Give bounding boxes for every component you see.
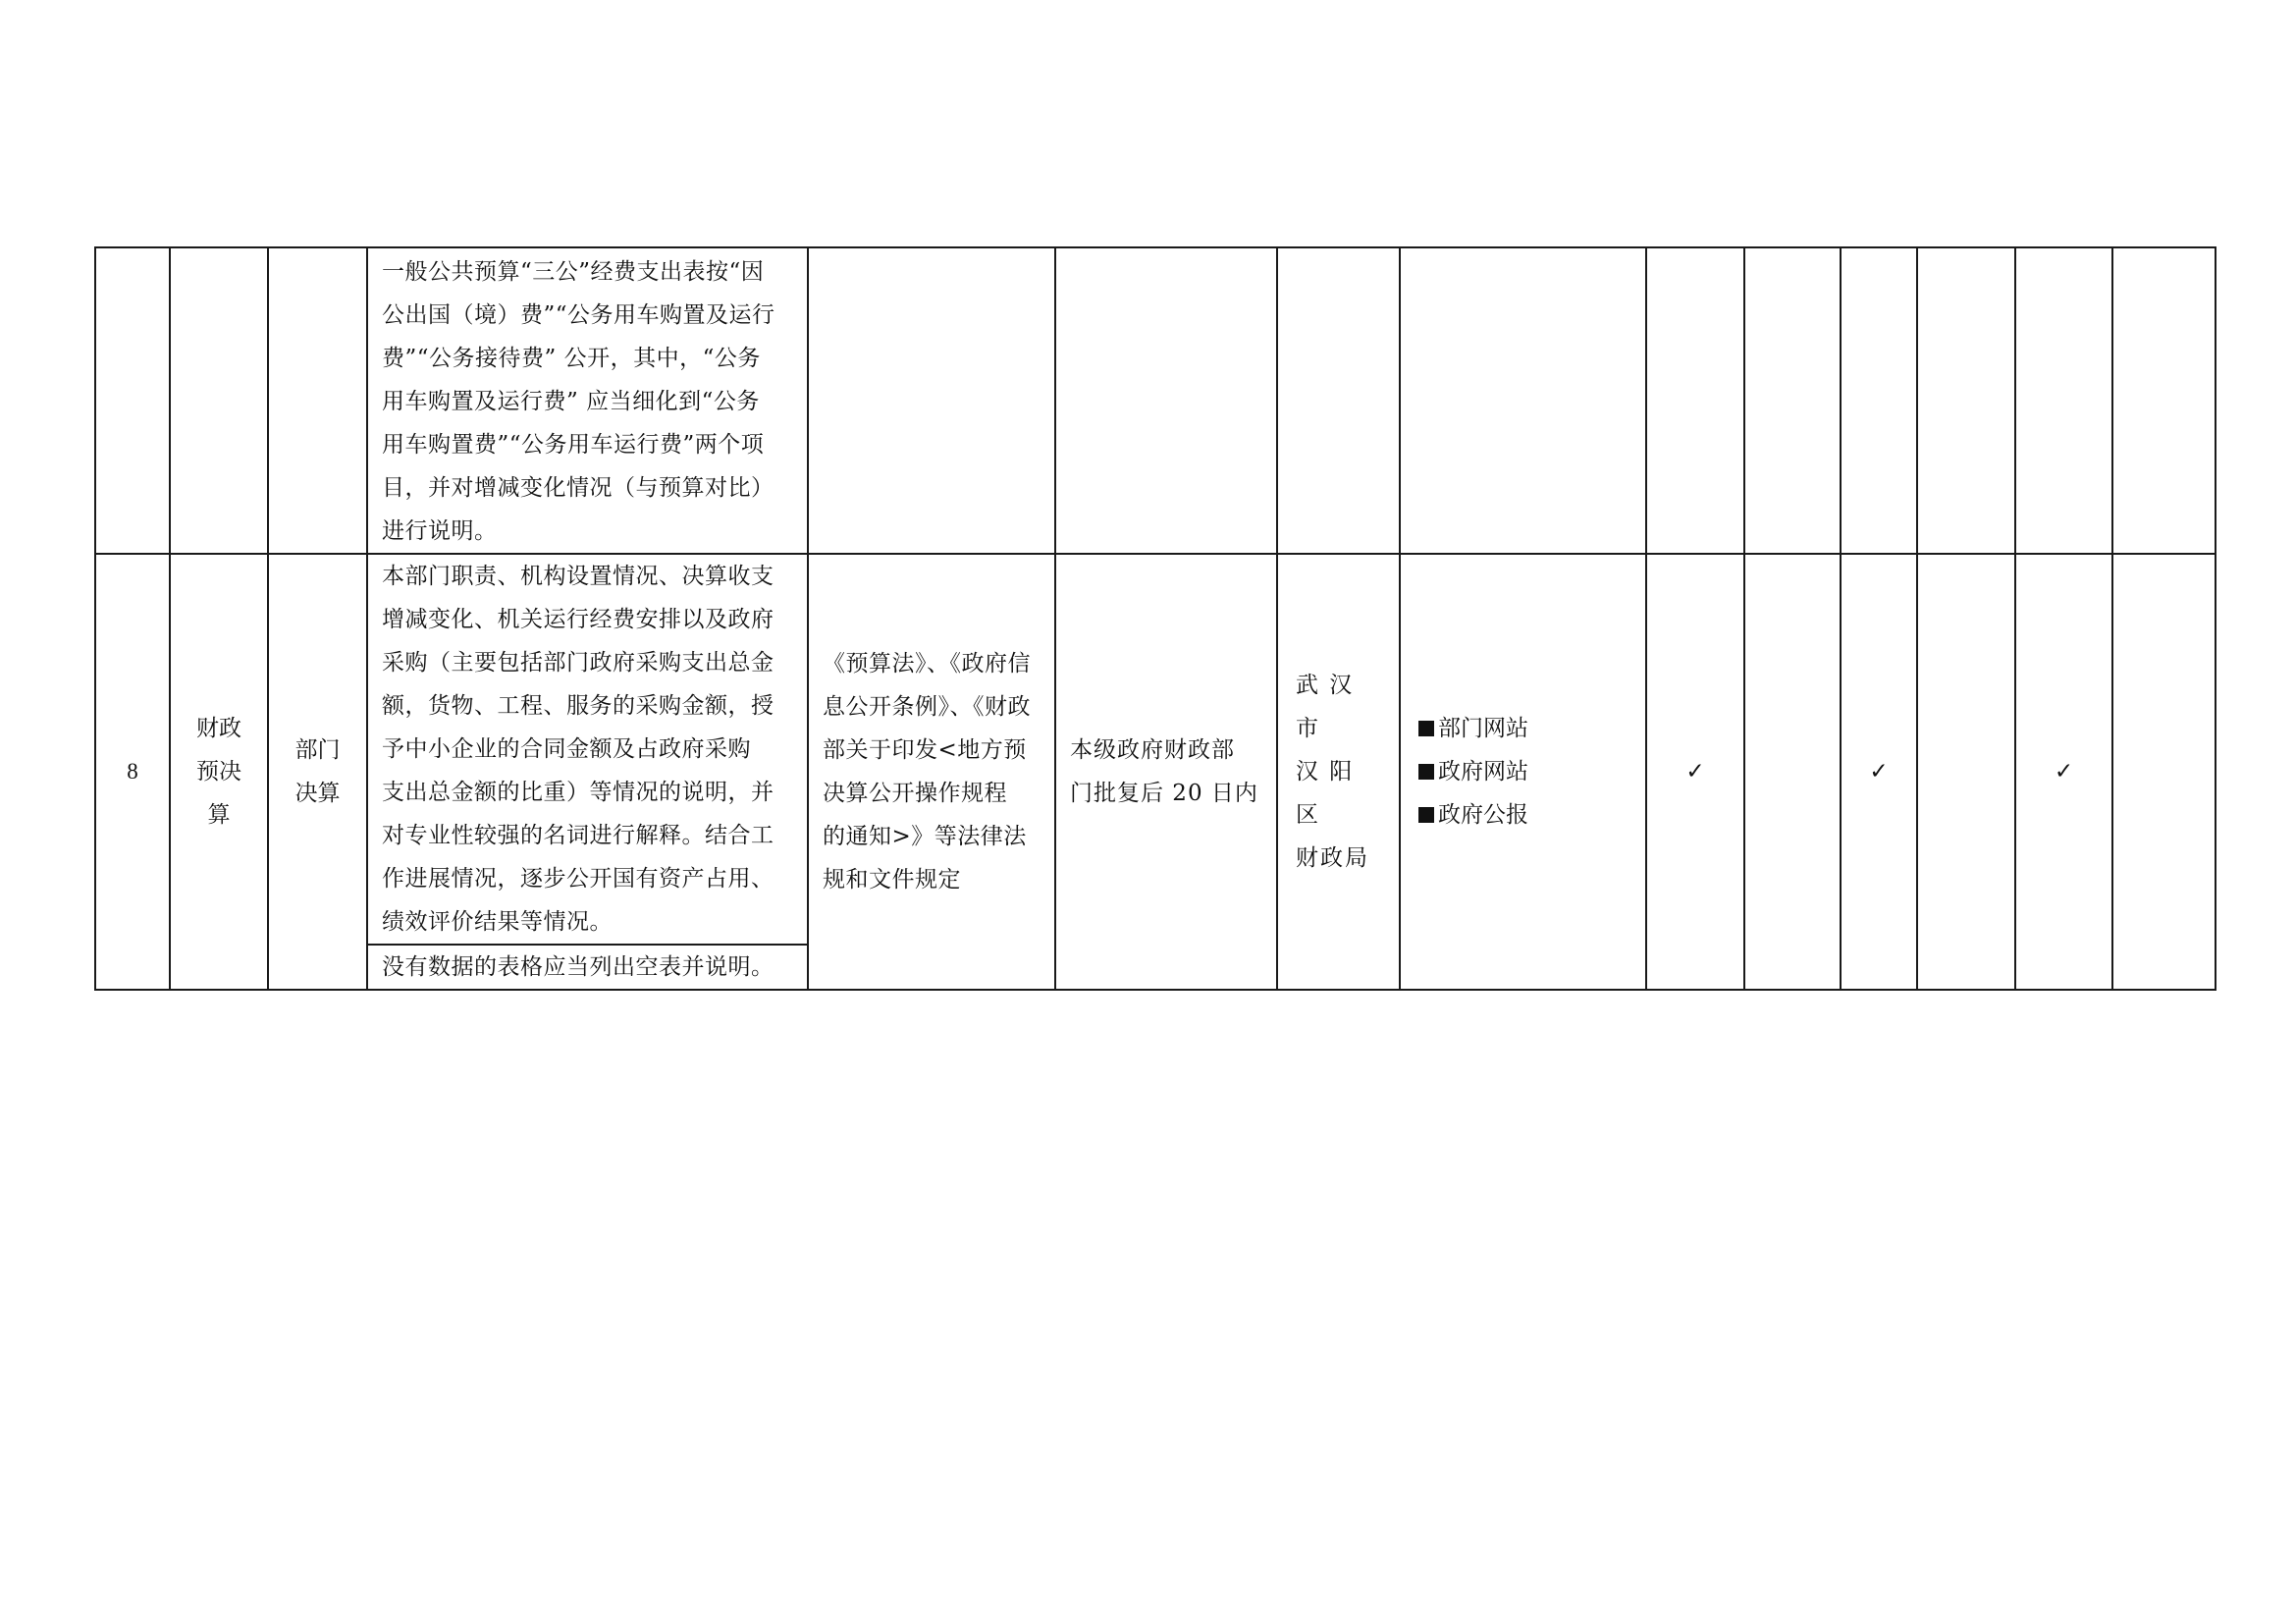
cell-number: 8 [95, 554, 170, 990]
cell-subject [1277, 554, 1400, 990]
subject-line: 汉 阳 区 [1296, 759, 1355, 828]
content-line: 用车购置及运行费” 应当细化到“公务 [382, 389, 760, 414]
cell-basis [808, 554, 1055, 990]
disclosure-table [94, 246, 2216, 991]
content-line: 对专业性较强的名词进行解释。结合工 [382, 823, 774, 848]
content-line: 额，货物、工程、服务的采购金额，授 [382, 693, 774, 719]
content-line: 本部门职责、机构设置情况、决算收支 [382, 564, 774, 589]
channel-item [1418, 750, 1635, 793]
cell-check-empty [2112, 554, 2216, 990]
check-icon: ✓ [1646, 554, 1744, 990]
cell-content-note: 没有数据的表格应当列出空表并说明。 [367, 945, 808, 990]
cell-check [1841, 247, 1917, 554]
cell-channels [1400, 554, 1646, 990]
cell-content [367, 247, 808, 554]
time-limit-line: 门批复后 20 日内 [1070, 781, 1258, 806]
content-line: 目，并对增减变化情况（与预算对比） [382, 475, 774, 501]
cell-check [2015, 247, 2112, 554]
category-line: 预决 [196, 759, 241, 785]
content-line: 用车购置费”“公务用车运行费”两个项 [382, 432, 765, 458]
basis-line: 的通知>》等法律法 [823, 824, 1027, 849]
cell-content [367, 554, 808, 945]
cell-check [1646, 247, 1744, 554]
item-line: 部门 [294, 737, 341, 763]
check-icon: ✓ [1841, 554, 1917, 990]
channel-label: 政府公报 [1438, 802, 1528, 828]
table-row [95, 554, 2216, 945]
check-icon: ✓ [2015, 554, 2112, 990]
subject-line: 武 汉 市 [1296, 673, 1355, 741]
cell-item [268, 554, 367, 990]
cell-subject [1277, 247, 1400, 554]
basis-line: 规和文件规定 [823, 867, 961, 893]
basis-line: 《预算法》、《政府信 [823, 651, 1031, 677]
cell-basis [808, 247, 1055, 554]
content-line: 进行说明。 [382, 518, 498, 544]
subject-line: 财政局 [1296, 845, 1369, 871]
cell-number [95, 247, 170, 554]
filled-square-icon [1418, 721, 1434, 736]
cell-check [1917, 247, 2015, 554]
cell-check-empty [1744, 554, 1841, 990]
cell-check [2112, 247, 2216, 554]
time-limit-line: 本级政府财政部 [1070, 737, 1235, 763]
item-line: 决算 [294, 781, 341, 806]
channel-label: 部门网站 [1438, 716, 1528, 741]
cell-check-empty [1917, 554, 2015, 990]
basis-line: 部关于印发<地方预 [823, 737, 1027, 763]
cell-time-limit [1055, 247, 1277, 554]
channel-item [1418, 707, 1635, 750]
filled-square-icon [1418, 807, 1434, 823]
cell-channels [1400, 247, 1646, 554]
filled-square-icon [1418, 764, 1434, 780]
content-line: 予中小企业的合同金额及占政府采购 [382, 736, 751, 762]
cell-category [170, 554, 268, 990]
channel-item [1418, 793, 1635, 837]
cell-category [170, 247, 268, 554]
basis-line: 息公开条例》、《财政 [823, 694, 1031, 720]
cell-time-limit [1055, 554, 1277, 990]
table-row [95, 247, 2216, 554]
content-line: 作进展情况，逐步公开国有资产占用、 [382, 866, 774, 892]
content-line: 费”“公务接待费” 公开，其中，“公务 [382, 346, 761, 371]
content-line: 增减变化、机关运行经费安排以及政府 [382, 607, 774, 632]
content-line: 支出总金额的比重）等情况的说明，并 [382, 780, 774, 805]
content-line: 绩效评价结果等情况。 [382, 909, 613, 935]
cell-item [268, 247, 367, 554]
content-line: 采购（主要包括部门政府采购支出总金 [382, 650, 774, 676]
cell-check [1744, 247, 1841, 554]
basis-line: 决算公开操作规程 [823, 781, 1007, 806]
channel-label: 政府网站 [1438, 759, 1528, 785]
category-line: 财政 [196, 716, 241, 741]
content-line: 公出国（境）费”“公务用车购置及运行 [382, 302, 775, 328]
category-line: 算 [207, 802, 231, 828]
content-line: 一般公共预算“三公”经费支出表按“因 [382, 259, 765, 285]
